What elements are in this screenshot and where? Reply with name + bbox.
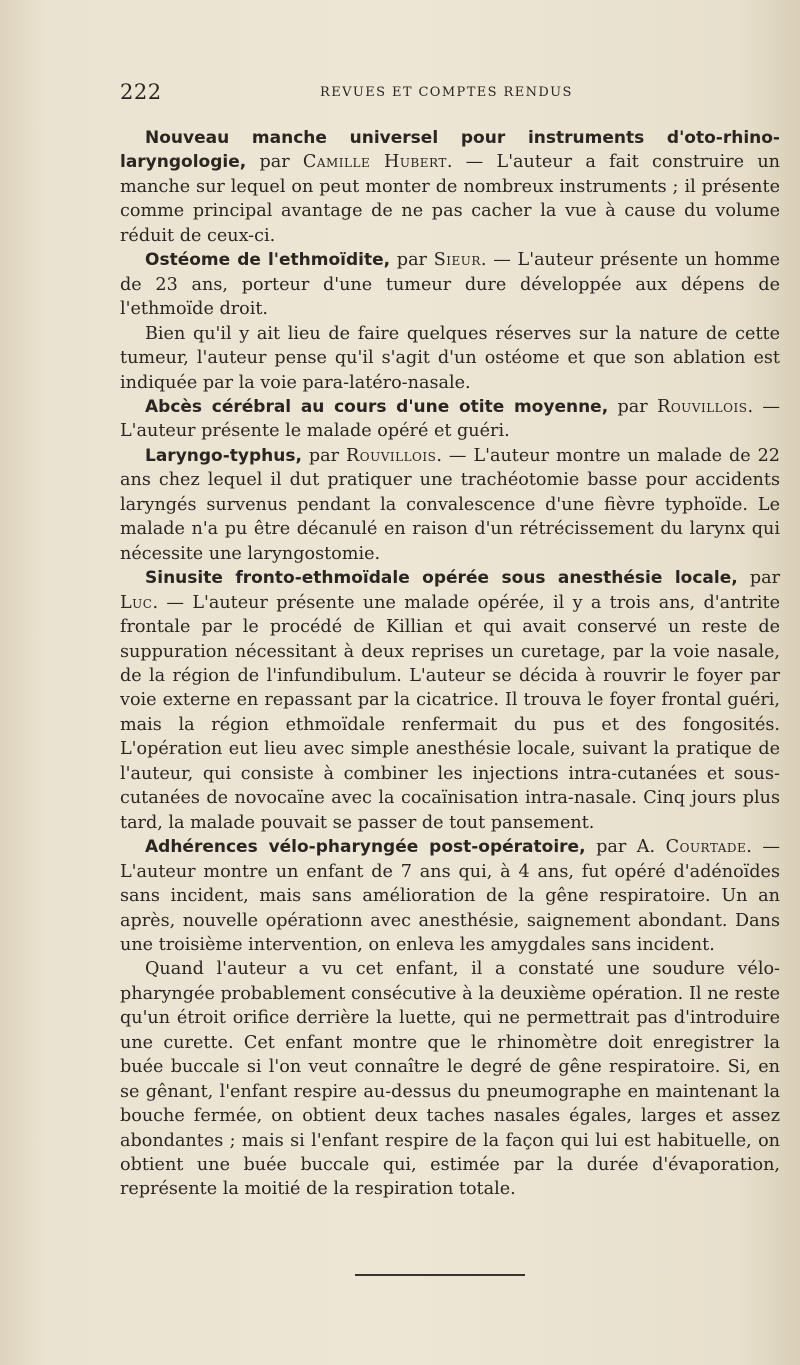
entry-title: Nouveau manche universel pour instruments d'oto-rhino-laryngologie, xyxy=(120,128,780,173)
entry-laryngo-typhus xyxy=(120,444,780,566)
entry-abces xyxy=(120,395,780,444)
entry-by: par xyxy=(390,250,434,271)
entry-by: par xyxy=(301,445,347,466)
entry-author: Camille Hubert xyxy=(302,152,447,173)
entry-by: par xyxy=(608,396,658,417)
entry-text: . — L'auteur a fait construire un manche sur lequel on peut monter de nombreux instruments ; il présente comme principal avantage de ne pas cacher la vue à cause du volume réduit de ceux-ci. xyxy=(120,152,780,246)
entry-title: Abcès cérébral au cours d'une otite moyenne, xyxy=(145,396,609,417)
entry-title: Sinusite fronto-ethmoïdale opérée sous anesthésie locale, xyxy=(145,568,738,589)
entry-author: Courtade xyxy=(665,837,747,858)
entry-text: Quand l'auteur a vu cet enfant, il a constaté une soudure vélo-pharyngée probablement consécutive à la deuxième opération. Il ne reste qu'un étroit orifice derrière la luette, qui ne permettrait pas d'introduire une curette. Cet enfant montre que le rhinomètre doit enregistrer la buée buccale si l'on veut connaître le degré de gêne respiratoire. Si, en se gênant, l'enfant respire au-dessus du pneumographe en maintenant la bouche fermée, on obtient deux taches nasales égales, larges et assez abondantes ; mais si l'enfant respire de la façon qui lui est habituelle, on obtient une buée buccale qui, estimée par la durée d'évaporation, représente la moitié de la respiration totale. xyxy=(120,959,780,1200)
end-rule xyxy=(355,1274,525,1276)
entry-by: par xyxy=(737,568,780,589)
article-body xyxy=(120,126,780,1202)
entry-author: Luc xyxy=(120,592,153,613)
entry-sinusite xyxy=(120,566,780,835)
entry-by: par A. xyxy=(585,837,666,858)
entry-text: . — L'auteur montre un enfant de 7 ans qui, à 4 ans, fut opéré d'adénoïdes sans incident, mais sans amélioration de la gêne respiratoire. Un an après, nouvelle opérationn avec anesthésie, saignement abondant. Dans une troisième intervention, on enleva les amygdales sans incident. xyxy=(120,837,781,955)
entry-title: Adhérences vélo-pharyngée post-opératoire, xyxy=(145,837,586,858)
entry-osteome-continued xyxy=(120,322,780,395)
entry-author: Sieur xyxy=(433,250,481,271)
page-header xyxy=(120,80,770,110)
entry-text: . — L'auteur présente le malade opéré et guéri. xyxy=(120,396,780,442)
entry-title: Ostéome de l'ethmoïdite, xyxy=(145,250,391,271)
entry-text: . — L'auteur présente un homme de 23 ans, porteur d'une tumeur dure développée aux dépens de l'ethmoïde droit. xyxy=(120,250,780,320)
entry-author: Rouvillois xyxy=(657,396,748,417)
entry-title: Laryngo-typhus, xyxy=(145,445,302,466)
entry-author: Rouvillois xyxy=(346,445,437,466)
running-title: REVUES ET COMPTES RENDUS xyxy=(320,85,573,100)
entry-text: . — L'auteur montre un malade de 22 ans chez lequel il dut pratiquer une trachéotomie basse pour accidents laryngés survenus pendant la convalescence d'une fièvre typhoïde. Le malade n'a pu être décanulé en raison d'un rétrécissement du larynx qui nécessite une laryngostomie. xyxy=(120,445,780,564)
entry-adherences-continued xyxy=(120,957,780,1202)
entry-osteome xyxy=(120,248,780,321)
entry-text: Bien qu'il y ait lieu de faire quelques réserves sur la nature de cette tumeur, l'auteur pense qu'il s'agit d'un ostéome et que son ablation est indiquée par la voie para-latéro-nasale. xyxy=(120,323,780,393)
entry-manche xyxy=(120,126,780,248)
page-number: 222 xyxy=(120,80,162,104)
entry-text: . — L'auteur présente une malade opérée, il y a trois ans, d'antrite frontale par le procédé de Killian et qui avait conservé un reste de suppuration nécessitant à deux reprises un curetage, par la voie nasale, de la région de l'infundibulum. L'auteur se décida à rouvrir le foyer par voie externe en repassant par la cicatrice. Il trouva le foyer frontal guéri, mais la région ethmoïdale renfermait du pus et des fongosités. L'opération eut lieu avec simple anesthésie locale, suivant la pratique de l'auteur, qui consiste à combiner les injections intra-cutanées et sous-cutanées de novocaïne avec la cocaïnisation intra-nasale. Cinq jours plus tard, la malade pouvait se passer de tout pansement. xyxy=(120,592,780,833)
entry-by: par xyxy=(246,152,303,173)
entry-adherences xyxy=(120,835,780,957)
